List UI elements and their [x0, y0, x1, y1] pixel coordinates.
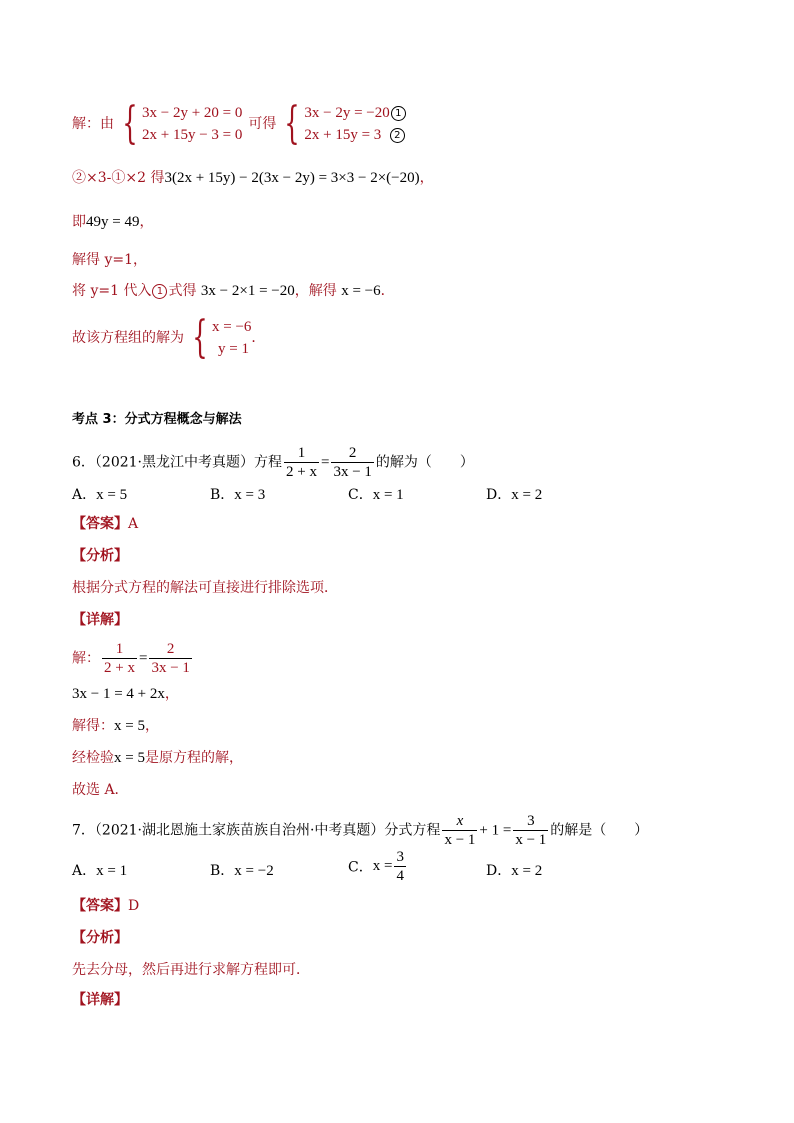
d3-prefix: 解得：: [72, 718, 114, 734]
y-solution-line: 解得 y=1，: [72, 252, 147, 268]
q7-answer: [72, 896, 139, 916]
q6-option-a[interactable]: A．x = 5: [72, 487, 128, 503]
equation-system-1: [116, 98, 243, 149]
question-6: [72, 444, 474, 481]
q7-optc-frac: $\frac{3}{4}$: [396, 849, 404, 884]
period: ．: [380, 283, 395, 299]
comma: ，: [144, 718, 159, 734]
answer-tag: 【答案】: [72, 898, 128, 914]
combine-expr: 3(2x + 15y) − 2(3x − 2y) = 3×3 − 2×(−20): [164, 170, 420, 186]
solution-x: x = −6: [212, 319, 252, 335]
q7-analysis: 先去分母，然后再进行求解方程即可．: [72, 962, 310, 978]
q6-frac-2: $\frac{2}{3x - 1}$: [333, 445, 372, 480]
q6-frac-1: $\frac{1}{2 + x}$: [286, 445, 317, 480]
q6-option-d[interactable]: D．x = 2: [486, 487, 543, 503]
substitute-mid2: ，解得: [294, 283, 337, 299]
d1-frac-1: $\frac{1}{2 + x}$: [104, 641, 135, 676]
final-solution-line: [72, 312, 266, 363]
plus-one-equals: + 1 =: [479, 822, 512, 839]
combine-line: [72, 168, 434, 188]
final-prefix: 故该方程组的解为: [72, 330, 184, 346]
q7-frac-2: $\frac{3}{x - 1}$: [515, 813, 547, 848]
sys2-eq2: 2x + 15y = 3: [304, 127, 382, 143]
q7-analysis-tag: 【分析】: [72, 930, 128, 946]
q7-option-b[interactable]: B．x = −2: [210, 863, 274, 879]
circled-one-icon: 1: [391, 106, 406, 121]
solve-prefix: 解：由: [72, 116, 114, 132]
sys2-eq1: 3x − 2y = −20: [304, 105, 390, 121]
comma: ，: [419, 170, 434, 186]
question-7: [72, 812, 648, 849]
section-title: 考点 3：分式方程概念与解法: [72, 412, 242, 427]
q7-prefix: 7．（2021·湖北恩施土家族苗族自治州·中考真题）分式方程: [72, 822, 441, 839]
q7-option-a[interactable]: A．x = 1: [72, 863, 128, 879]
solution-system: [186, 312, 252, 363]
solution-y: y = 1: [218, 341, 249, 357]
substitute-mid: 式得: [168, 283, 197, 299]
result-line: [72, 212, 153, 232]
q6-detail-line3: [72, 716, 159, 736]
equals: =: [138, 650, 148, 667]
then-text: 可得: [248, 116, 277, 132]
q7-option-d[interactable]: D．x = 2: [486, 863, 543, 879]
x-value-expr: x = −6: [341, 283, 381, 299]
circled-two-icon: 2: [390, 128, 405, 143]
q6-prefix: 6．（2021·黑龙江中考真题）方程: [72, 454, 282, 471]
d4-suffix: 是原方程的解，: [144, 750, 243, 766]
q6-detail-tag: 【详解】: [72, 612, 128, 628]
d2-expr: 3x − 1 = 4 + 2x: [72, 686, 165, 702]
equals: =: [320, 454, 330, 471]
q7-frac-1: $\frac{x}{x - 1}$: [444, 813, 476, 848]
left-brace-icon: {: [192, 312, 208, 363]
q6-suffix: 的解为（ ）: [375, 454, 474, 471]
q6-option-c[interactable]: C．x = 1: [348, 487, 404, 503]
d4-expr: x = 5: [114, 750, 145, 766]
q6-analysis: 根据分式方程的解法可直接进行排除选项．: [72, 580, 338, 596]
substitute-line: [72, 281, 395, 301]
sys1-eq1: 3x − 2y + 20 = 0: [142, 105, 243, 121]
q6-detail-line1: [72, 640, 194, 677]
equation-system-2: [278, 98, 406, 149]
substitute-expr: 3x − 2×1 = −20: [200, 283, 295, 299]
ie-text: 即: [72, 214, 86, 230]
answer-value: D: [128, 898, 140, 914]
d1-frac-2: $\frac{2}{3x - 1}$: [151, 641, 190, 676]
q6-detail-line4: [72, 748, 243, 768]
answer-tag: 【答案】: [72, 516, 128, 532]
system-line: [72, 98, 407, 149]
combine-prefix: ②×3-①×2 得: [72, 170, 165, 186]
d4-prefix: 经检验: [72, 750, 114, 766]
q6-detail-line5: 故选 A．: [72, 782, 129, 798]
result-expr: 49y = 49: [86, 214, 140, 230]
left-brace-icon: {: [122, 98, 138, 149]
substitute-prefix: 将 y=1 代入: [72, 283, 152, 299]
q7-detail-tag: 【详解】: [72, 992, 128, 1008]
answer-value: A: [128, 516, 139, 532]
circled-one-icon: 1: [152, 284, 167, 299]
sys1-eq2: 2x + 15y − 3 = 0: [142, 127, 243, 143]
q6-detail-line2: [72, 684, 179, 704]
q6-analysis-tag: 【分析】: [72, 548, 128, 564]
comma: ，: [164, 686, 179, 702]
d3-expr: x = 5: [114, 718, 145, 734]
solve-prefix: 解：: [72, 650, 100, 667]
q6-answer: [72, 514, 138, 534]
q6-option-b[interactable]: B．x = 3: [210, 487, 266, 503]
q7-suffix: 的解是（ ）: [550, 822, 649, 839]
left-brace-icon: {: [284, 98, 301, 149]
q7-option-c[interactable]: C．x = $\frac{3}{4}$: [348, 849, 404, 884]
period: ．: [251, 330, 266, 346]
comma: ，: [139, 214, 154, 230]
